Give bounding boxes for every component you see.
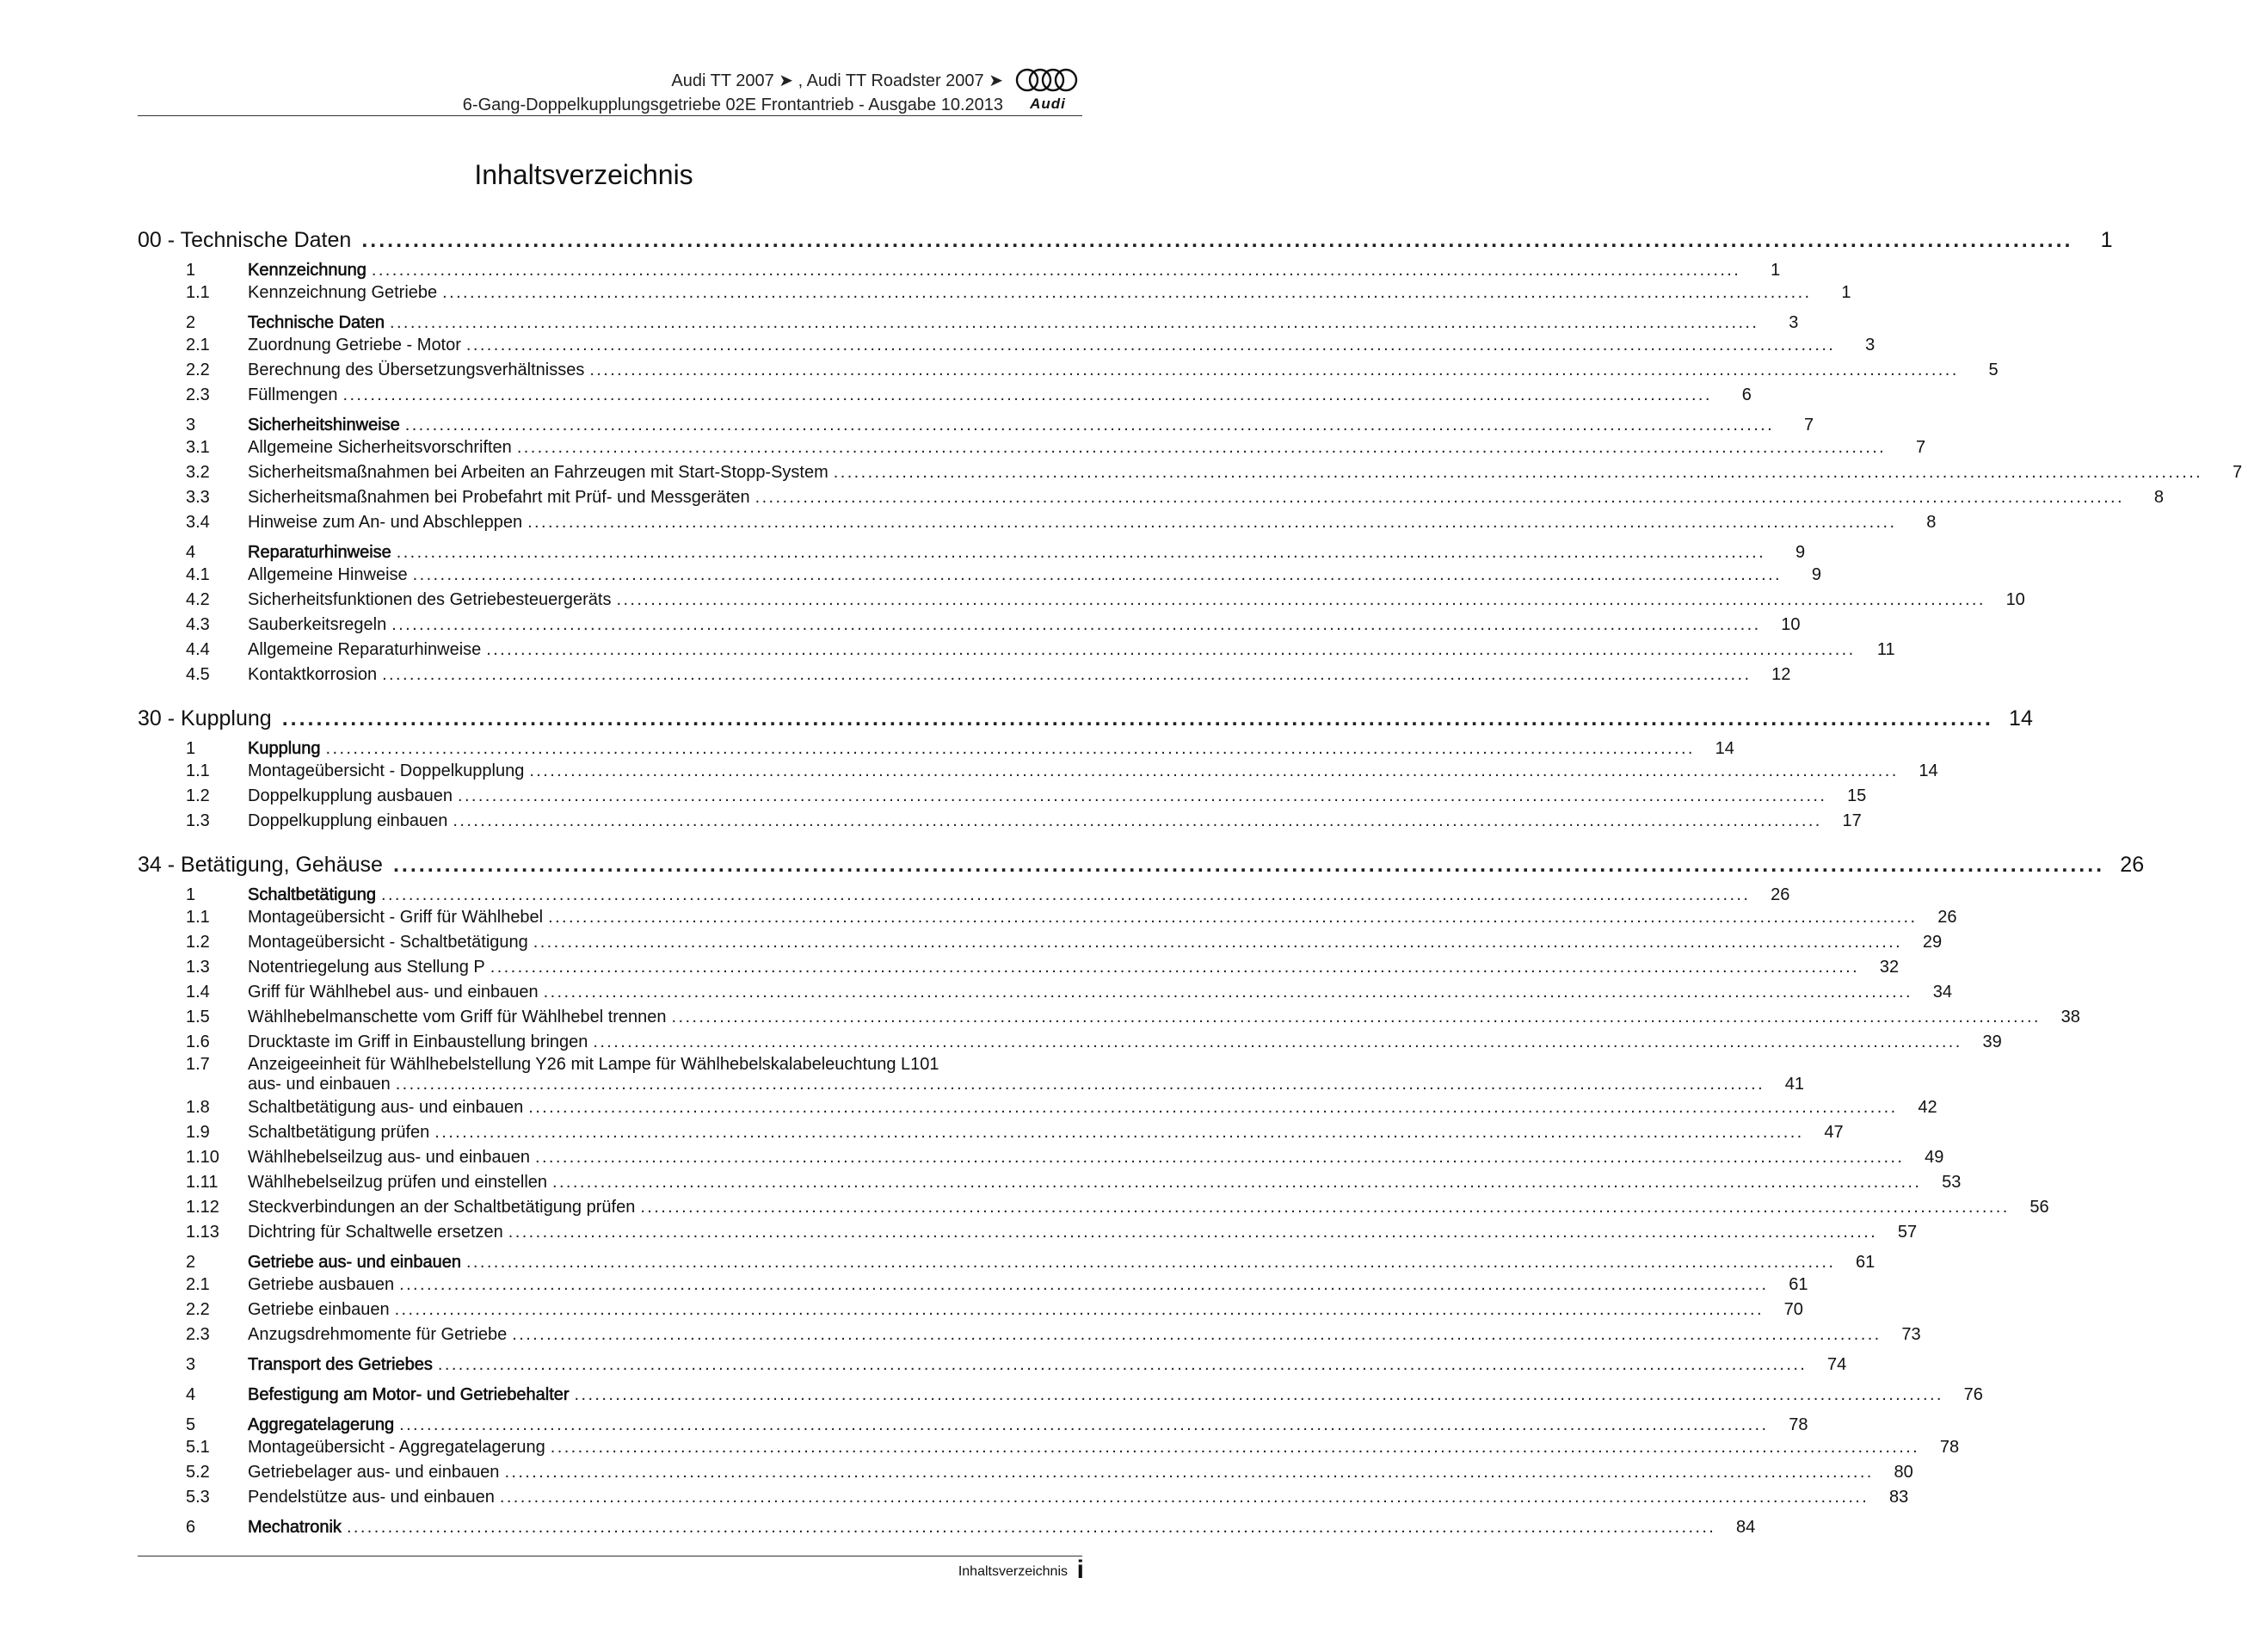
toc-entry-title: Getriebe ausbauen (248, 1275, 395, 1294)
toc-entry-number: 1.2 (186, 786, 210, 805)
toc-dot-leader: ........................................................................................................................................................................................................ (325, 739, 1695, 758)
toc-entry-title: Doppelkupplung ausbauen (248, 786, 453, 805)
toc-page-number: 29 (1922, 933, 1943, 952)
toc-entry-title: Schaltbetätigung aus- und einbauen (248, 1098, 524, 1117)
toc-section-row[interactable] (138, 540, 1806, 563)
toc-entry-number: 1.7 (186, 1055, 210, 1074)
toc-entry-row[interactable] (138, 613, 1801, 635)
header-gearbox-line: 6-Gang-Doppelkupplungsgetriebe 02E Frontantrieb - Ausgabe 10.2013 (462, 96, 1003, 114)
toc-entry-row[interactable] (138, 1145, 1944, 1168)
toc-section-row[interactable] (138, 413, 1814, 435)
toc-dot-leader: ........................................................................................................................................................................................................ (412, 565, 1782, 584)
toc-dot-leader: ........................................................................................................................................................................................................ (535, 1148, 1905, 1167)
toc-dot-leader: ........................................................................................................................................................................................................ (543, 983, 1912, 1002)
toc-entry-title: Pendelstütze aus- und einbauen (248, 1488, 495, 1507)
toc-dot-leader: ........................................................................................................................................................................................................ (552, 1173, 1922, 1192)
toc-entry-row[interactable] (138, 930, 1943, 952)
toc-entry-number: 3.2 (186, 463, 210, 482)
toc-dot-leader: ........................................................................................................................................................................................................ (381, 885, 1751, 904)
toc-entry-number: 5.1 (186, 1438, 210, 1457)
toc-section-title: Technische Daten (248, 313, 385, 332)
toc-page-number: 49 (1925, 1148, 1944, 1167)
toc-section-row[interactable] (138, 1413, 1808, 1435)
toc-entry-number: 5 (186, 1415, 196, 1434)
toc-entry-number: 4 (186, 543, 196, 562)
toc-entry-row[interactable] (138, 1055, 1805, 1100)
toc-entry-number: 3.4 (186, 513, 210, 532)
toc-entry-title: Füllmengen (248, 385, 338, 404)
toc-dot-leader: ........................................................................................................................................................................................................ (512, 1325, 1882, 1344)
toc-entry-number: 2.2 (186, 1300, 210, 1319)
toc-page-number: 39 (1982, 1032, 2002, 1051)
toc-entry-row[interactable] (138, 809, 1862, 831)
toc-entry-title: Sicherheitsmaßnahmen bei Arbeiten an Fahrzeugen mit Start-Stopp-System (248, 463, 828, 482)
toc-entry-row[interactable] (138, 1095, 1937, 1118)
toc-entry-row[interactable] (138, 460, 2242, 483)
toc-chapter-title: 30 - Kupplung (138, 706, 272, 730)
toc-page-number: 15 (1847, 786, 1867, 805)
toc-page-number: 84 (1736, 1518, 1756, 1537)
footer-label: Inhaltsverzeichnis (958, 1564, 1068, 1579)
toc-entry-row[interactable] (138, 1195, 2049, 1217)
toc-page-number: 78 (1789, 1415, 1808, 1434)
toc-page-number: 47 (1824, 1123, 1844, 1142)
toc-page-number: 12 (1771, 665, 1791, 684)
toc-chapter-row[interactable] (138, 848, 2145, 878)
toc-page-number: 73 (1901, 1325, 1921, 1344)
toc-entry-title: Montageübersicht - Doppelkupplung (248, 761, 525, 780)
toc-section-row[interactable] (138, 1250, 1876, 1273)
toc-page-number: 1 (1771, 261, 1781, 280)
toc-dot-leader: ........................................................................................................................................................................................................ (453, 811, 1822, 830)
toc-page-number: 14 (1919, 761, 1938, 780)
toc-section-title: Getriebe aus- und einbauen (248, 1253, 461, 1272)
toc-entry-number: 2.3 (186, 385, 210, 404)
toc-section-title: Kennzeichnung (248, 261, 366, 280)
toc-entry-title: Anzeigeeinheit für Wählhebelstellung Y26 mit Lampe für Wählhebelskalabeleuchtung L101 (248, 1055, 939, 1074)
toc-dot-leader: ........................................................................................................................................................................................................ (392, 853, 2105, 877)
toc-entry-title: Getriebe einbauen (248, 1300, 390, 1319)
toc-entry-number: 1 (186, 885, 196, 904)
toc-chapter-title: 00 - Technische Daten (138, 228, 352, 252)
toc-entry-row[interactable] (138, 485, 2164, 508)
toc-page-number: 76 (1963, 1385, 1983, 1404)
toc-dot-leader: ........................................................................................................................................................................................................ (465, 336, 1836, 354)
toc-entry-row[interactable] (138, 563, 1821, 585)
toc-entry-number: 1.2 (186, 933, 210, 952)
toc-dot-leader: ........................................................................................................................................................................................................ (671, 1008, 2041, 1026)
toc-dot-leader: ........................................................................................................................................................................................................ (399, 1275, 1769, 1294)
toc-section-row[interactable] (138, 1515, 1756, 1538)
toc-dot-leader: ........................................................................................................................................................................................................ (529, 761, 1899, 780)
toc-dot-leader: ........................................................................................................................................................................................................ (404, 416, 1775, 435)
toc-dot-leader: ........................................................................................................................................................................................................ (486, 640, 1856, 659)
toc-page-number: 70 (1783, 1300, 1803, 1319)
toc-page-number: 61 (1856, 1253, 1876, 1272)
toc-page-number: 14 (2009, 706, 2033, 730)
toc-entry-number: 5.2 (186, 1463, 210, 1482)
toc-entry-number: 3 (186, 416, 196, 435)
toc-page-number: 9 (1811, 565, 1821, 584)
toc-entry-number: 4.5 (186, 665, 210, 684)
toc-entry-title: Schaltbetätigung prüfen (248, 1123, 430, 1142)
toc-entry-row[interactable] (138, 1273, 1808, 1295)
toc-section-title: Aggregatelagerung (248, 1415, 395, 1434)
toc-entry-number: 2.1 (186, 336, 210, 354)
toc-entry-number: 1.1 (186, 908, 210, 927)
toc-page-number: 56 (2030, 1198, 2049, 1217)
toc-dot-leader: ........................................................................................................................................................................................................ (346, 1518, 1716, 1537)
toc-page-number: 8 (2153, 488, 2164, 507)
toc-section-row[interactable] (138, 883, 1790, 905)
toc-entry-number: 6 (186, 1518, 196, 1537)
toc-entry-row[interactable] (138, 588, 2025, 610)
toc-entry-row[interactable] (138, 280, 1851, 303)
toc-dot-leader: ........................................................................................................................................................................................................ (833, 463, 2203, 482)
toc-page-number: 11 (1876, 640, 1895, 659)
toc-entry-title: Wählhebelseilzug prüfen und einstellen (248, 1173, 548, 1192)
toc-entry-title: Montageübersicht - Griff für Wählhebel (248, 908, 544, 927)
toc-entry-row[interactable] (138, 333, 1876, 355)
toc-entry-title: Anzugsdrehmomente für Getriebe (248, 1325, 508, 1344)
toc-dot-leader: ........................................................................................................................................................................................................ (550, 1438, 1920, 1457)
toc-entry-number: 1.5 (186, 1008, 210, 1026)
toc-entry-row[interactable] (138, 905, 1957, 928)
toc-section-title: Sicherheitshinweise (248, 416, 400, 435)
toc-dot-leader: ........................................................................................................................................................................................................ (457, 786, 1827, 805)
toc-page-number: 17 (1842, 811, 1862, 830)
toc-dot-leader: ........................................................................................................................................................................................................ (548, 908, 1918, 927)
toc-entry-number: 1.3 (186, 958, 210, 977)
toc-dot-leader: ........................................................................................................................................................................................................ (528, 1098, 1898, 1117)
footer-page-number: i (1076, 1556, 1084, 1584)
toc-entry-title: Dichtring für Schaltwelle ersetzen (248, 1223, 503, 1242)
toc-entry-title: Sicherheitsfunktionen des Getriebesteuergeräts (248, 590, 612, 609)
toc-section-row[interactable] (138, 1353, 1847, 1375)
toc-page-number: 3 (1865, 336, 1876, 354)
toc-page-number: 7 (1916, 438, 1926, 457)
toc-section-row[interactable] (138, 258, 1781, 280)
toc-entry-number: 4.4 (186, 640, 210, 659)
toc-page-number: 5 (1988, 361, 1999, 379)
toc-entry-row[interactable] (138, 1460, 1913, 1482)
toc-entry-number: 2 (186, 313, 196, 332)
toc-entry-title: Notentriegelung aus Stellung P (248, 958, 485, 977)
toc-entry-number: 2.1 (186, 1275, 210, 1294)
toc-entry-row[interactable] (138, 759, 1938, 781)
audi-logo (1013, 66, 1082, 111)
toc-dot-leader: ........................................................................................................................................................................................................ (395, 1075, 1765, 1094)
toc-chapter-title: 34 - Betätigung, Gehäuse (138, 853, 383, 877)
toc-entry-number: 1.8 (186, 1098, 210, 1117)
toc-entry-number: 1.12 (186, 1198, 219, 1217)
toc-page-number: 57 (1897, 1223, 1918, 1242)
toc-dot-leader: ........................................................................................................................................................................................................ (755, 488, 2124, 507)
toc-entry-title: Doppelkupplung einbauen (248, 811, 448, 830)
toc-entry-number: 2 (186, 1253, 196, 1272)
toc-entry-number: 3.1 (186, 438, 210, 457)
toc-page-number: 41 (1784, 1075, 1805, 1094)
toc-entry-number: 3.3 (186, 488, 210, 507)
toc-entry-number: 1.10 (186, 1148, 219, 1167)
toc-dot-leader: ........................................................................................................................................................................................................ (437, 1355, 1808, 1374)
toc-dot-leader: ........................................................................................................................................................................................................ (391, 615, 1761, 634)
toc-entry-row[interactable] (138, 955, 1900, 977)
toc-section-row[interactable] (138, 737, 1734, 759)
toc-entry-title: Berechnung des Übersetzungsverhältnisses (248, 361, 585, 379)
toc-entry-row[interactable] (138, 1485, 1909, 1507)
toc-chapter-row[interactable] (138, 702, 2033, 731)
toc-entry-title: Kennzeichnung Getriebe (248, 283, 438, 302)
toc-dot-leader: ........................................................................................................................................................................................................ (465, 1253, 1836, 1272)
header-model-line: Audi TT 2007 ➤ , Audi TT Roadster 2007 ➤ (671, 71, 1003, 90)
toc-page-number: 32 (1879, 958, 1900, 977)
toc-entry-row[interactable] (138, 1120, 1844, 1143)
toc-entry-title: Montageübersicht - Schaltbetätigung (248, 933, 528, 952)
toc-entry-number: 4.1 (186, 565, 210, 584)
toc-entry-number: 1.4 (186, 983, 210, 1002)
toc-entry-row[interactable] (138, 1298, 1803, 1320)
toc-entry-row[interactable] (138, 358, 1999, 380)
toc-dot-leader: ........................................................................................................................................................................................................ (342, 385, 1712, 404)
toc-section-title: Schaltbetätigung (248, 885, 377, 904)
audi-logo-word: Audi (1030, 96, 1066, 112)
toc-chapter-row[interactable] (138, 224, 2113, 253)
toc-page-number: 34 (1932, 983, 1952, 1002)
toc-entry-row[interactable] (138, 1030, 2002, 1052)
toc-entry-row[interactable] (138, 435, 1926, 458)
page-header (138, 65, 1082, 116)
toc-page-number: 9 (1795, 543, 1806, 562)
toc-page-number: 8 (1926, 513, 1937, 532)
toc-dot-leader: ........................................................................................................................................................................................................ (616, 590, 1986, 609)
toc-entry-title: Steckverbindungen an der Schaltbetätigung prüfen (248, 1198, 636, 1217)
toc-entry-title: Hinweise zum An- und Abschleppen (248, 513, 523, 532)
toc-entry-row[interactable] (138, 383, 1752, 405)
toc-dot-leader: ........................................................................................................................................................................................................ (527, 513, 1897, 532)
toc-page-number: 42 (1918, 1098, 1937, 1117)
toc-page-number: 78 (1939, 1438, 1960, 1457)
toc-dot-leader: ........................................................................................................................................................................................................ (442, 283, 1812, 302)
toc-entry-row[interactable] (138, 980, 1952, 1002)
toc-entry-number: 1.1 (186, 761, 210, 780)
toc-entry-title-continued: aus- und einbauen (248, 1075, 391, 1094)
toc-page-number: 74 (1827, 1355, 1847, 1374)
toc-entry-row[interactable] (138, 510, 1937, 533)
toc-section-title: Reparaturhinweise (248, 543, 391, 562)
toc-page-number: 3 (1789, 313, 1799, 332)
toc-entry-number: 1.6 (186, 1032, 210, 1051)
toc-dot-leader: ........................................................................................................................................................................................................ (371, 261, 1741, 280)
toc-entry-row[interactable] (138, 663, 1791, 685)
toc-entry-title: Wählhebelseilzug aus- und einbauen (248, 1148, 531, 1167)
toc-section-row[interactable] (138, 311, 1799, 333)
toc-page-number: 10 (1781, 615, 1801, 634)
toc-page-number: 26 (2120, 853, 2145, 877)
toc-entry-title: Sicherheitsmaßnahmen bei Probefahrt mit Prüf- und Messgeräten (248, 488, 750, 507)
toc-page-number: 1 (2100, 228, 2113, 252)
toc-entry-number: 2.3 (186, 1325, 210, 1344)
toc-page-number: 10 (2005, 590, 2025, 609)
toc-entry-number: 3 (186, 1355, 196, 1374)
toc-page-number: 26 (1937, 908, 1957, 927)
toc-entry-number: 1.3 (186, 811, 210, 830)
toc-entry-title: Kontaktkorrosion (248, 665, 378, 684)
toc-entry-title: Allgemeine Hinweise (248, 565, 408, 584)
toc-entry-number: 1.11 (186, 1173, 219, 1192)
toc-page-number: 83 (1888, 1488, 1909, 1507)
toc-entry-title: Allgemeine Sicherheitsvorschriften (248, 438, 512, 457)
header-rule (138, 115, 1082, 116)
toc-page-number: 6 (1741, 385, 1752, 404)
toc-dot-leader: ........................................................................................................................................................................................................ (361, 228, 2073, 252)
toc-dot-leader: ........................................................................................................................................................................................................ (396, 543, 1766, 562)
toc-entry-number: 1.1 (186, 283, 210, 302)
toc-dot-leader: ........................................................................................................................................................................................................ (399, 1415, 1769, 1434)
toc-entry-title: Griff für Wählhebel aus- und einbauen (248, 983, 539, 1002)
toc-dot-leader: ........................................................................................................................................................................................................ (533, 933, 1903, 952)
toc-page-number: 14 (1715, 739, 1734, 758)
toc-entry-number: 1.9 (186, 1123, 210, 1142)
toc-page-number: 53 (1942, 1173, 1962, 1192)
toc-dot-leader: ........................................................................................................................................................................................................ (389, 313, 1759, 332)
toc-entry-row[interactable] (138, 1170, 1962, 1193)
toc-page-number: 80 (1894, 1463, 1913, 1482)
toc-entry-number: 4 (186, 1385, 196, 1404)
toc-dot-leader: ........................................................................................................................................................................................................ (516, 438, 1887, 457)
page-title: Inhaltsverzeichnis (474, 159, 693, 190)
toc-page-number: 38 (2060, 1008, 2080, 1026)
toc-section-title: Mechatronik (248, 1518, 342, 1537)
toc-dot-leader: ........................................................................................................................................................................................................ (490, 958, 1860, 977)
toc-entry-title: Drucktaste im Griff in Einbaustellung bringen (248, 1032, 588, 1051)
toc-page-number: 61 (1789, 1275, 1808, 1294)
toc-entry-number: 1.13 (186, 1223, 219, 1242)
toc-page-number: 26 (1771, 885, 1790, 904)
toc-page-number: 7 (1803, 416, 1814, 435)
toc-entry-number: 2.2 (186, 361, 210, 379)
header-text (463, 69, 1003, 117)
toc-entry-row[interactable] (138, 1220, 1918, 1242)
toc-dot-leader: ........................................................................................................................................................................................................ (281, 706, 1993, 730)
toc-entry-number: 4.2 (186, 590, 210, 609)
toc-section-title: Kupplung (248, 739, 321, 758)
toc-dot-leader: ........................................................................................................................................................................................................ (434, 1123, 1804, 1142)
toc-dot-leader: ........................................................................................................................................................................................................ (508, 1223, 1878, 1242)
toc-page-number: 1 (1841, 283, 1851, 302)
toc-dot-leader: ........................................................................................................................................................................................................ (382, 665, 1752, 684)
toc-section-title: Befestigung am Motor- und Getriebehalter (248, 1385, 570, 1404)
toc-entry-row[interactable] (138, 1322, 1921, 1345)
toc-dot-leader: ........................................................................................................................................................................................................ (589, 361, 1959, 379)
toc-entry-number: 1 (186, 739, 196, 758)
toc-dot-leader: ........................................................................................................................................................................................................ (640, 1198, 2010, 1217)
toc-entry-row[interactable] (138, 1435, 1960, 1458)
toc-entry-row[interactable] (138, 1005, 2080, 1027)
toc-entry-title: Getriebelager aus- und einbauen (248, 1463, 500, 1482)
toc-entry-number: 1 (186, 261, 196, 280)
toc-entry-row[interactable] (138, 638, 1895, 660)
toc-dot-leader: ........................................................................................................................................................................................................ (504, 1463, 1874, 1482)
toc-entry-number: 4.3 (186, 615, 210, 634)
audi-rings-icon (1013, 66, 1082, 96)
toc-entry-number: 5.3 (186, 1488, 210, 1507)
toc-dot-leader: ........................................................................................................................................................................................................ (574, 1385, 1943, 1404)
toc-dot-leader: ........................................................................................................................................................................................................ (394, 1300, 1764, 1319)
toc-section-row[interactable] (138, 1383, 1983, 1405)
toc-dot-leader: ........................................................................................................................................................................................................ (499, 1488, 1869, 1507)
toc-entry-title: Montageübersicht - Aggregatelagerung (248, 1438, 545, 1457)
toc-page-number: 7 (2232, 463, 2242, 482)
toc-entry-title: Allgemeine Reparaturhinweise (248, 640, 482, 659)
toc-entry-title: Sauberkeitsregeln (248, 615, 387, 634)
toc-entry-title: Wählhebelmanschette vom Griff für Wählhebel trennen (248, 1008, 667, 1026)
toc-entry-row[interactable] (138, 784, 1867, 806)
toc-dot-leader: ........................................................................................................................................................................................................ (593, 1032, 1962, 1051)
toc-section-title: Transport des Getriebes (248, 1355, 433, 1374)
toc-entry-title: Zuordnung Getriebe - Motor (248, 336, 461, 354)
